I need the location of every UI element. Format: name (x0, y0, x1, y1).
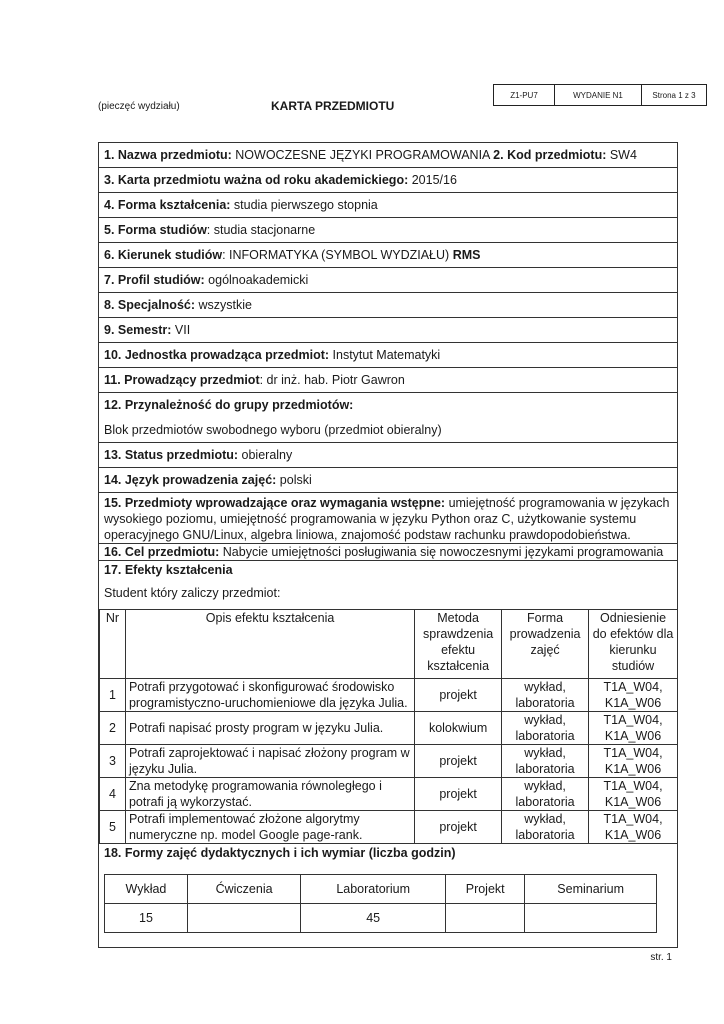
learning-outcomes-intro: Student który zaliczy przedmiot: (104, 586, 281, 600)
specialty-row: 8. Specjalność: wszystkie (99, 293, 677, 318)
hours-exercises (187, 904, 300, 933)
hours-header-row (105, 875, 657, 904)
learning-outcomes-heading: 17. Efekty kształcenia (104, 563, 233, 577)
hours-header-lecture: Wykład (105, 875, 188, 904)
header-reference: Odniesienie do efektów dla kierunku studiów (589, 610, 678, 679)
hours-header-project: Projekt (446, 875, 525, 904)
table-row: 2 Potrafi napisać prosty program w języku Julia. kolokwium wykład, laboratoria T1A_W04, K1A_W06 (100, 712, 678, 745)
page-title: KARTA PRZEDMIOTU (271, 99, 395, 113)
hours-header-laboratory: Laboratorium (301, 875, 446, 904)
course-name-row: 1. Nazwa przedmiotu: NOWOCZESNE JĘZYKI PROGRAMOWANIA 2. Kod przedmiotu: SW4 (99, 143, 677, 168)
education-form-row: 4. Forma kształcenia: studia pierwszego stopnia (99, 193, 677, 218)
faculty-stamp-label: (pieczęć wydziału) (98, 101, 180, 112)
course-card (98, 142, 678, 948)
form-code: Z1-PU7 (494, 85, 555, 106)
table-row: 3 Potrafi zaprojektować i napisać złożony program w języku Julia. projekt wykład, laboratoria T1A_W04, K1A_W06 (100, 745, 678, 778)
table-row: 1 Potrafi przygotować i skonfigurować środowisko programistyczno-uruchomieniowe dla języka Julia. projekt wykład, laboratoria T1A_W04, K1A_W06 (100, 679, 678, 712)
profile-row: 7. Profil studiów: ogólnoakademicki (99, 268, 677, 293)
learning-outcomes-table (99, 609, 678, 844)
document-code-table (493, 84, 707, 106)
edition: WYDANIE N1 (555, 85, 642, 106)
hours-values-row (105, 904, 657, 933)
status-row: 13. Status przedmiotu: obieralny (99, 443, 677, 468)
course-goal-row: 16. Cel przedmiotu: Nabycie umiejętności posługiwania się nowoczesnymi językami programowania (99, 544, 677, 561)
header-method: Metoda sprawdzenia efektu kształcenia (415, 610, 502, 679)
field-of-study-row: 6. Kierunek studiów: INFORMATYKA (SYMBOL WYDZIAŁU) RMS (99, 243, 677, 268)
lecturer-row: 11. Prowadzący przedmiot: dr inż. hab. Piotr Gawron (99, 368, 677, 393)
semester-row: 9. Semestr: VII (99, 318, 677, 343)
hours-header-seminar: Seminarium (525, 875, 657, 904)
header-description: Opis efektu kształcenia (125, 610, 414, 679)
class-hours-table (104, 874, 657, 933)
prerequisites-row: 15. Przedmioty wprowadzające oraz wymagania wstępne: umiejętność programowania w językach wysokiego poziomu, umiejętność programowania w języku Python oraz C, użytkowanie systemu operacyjnego GNU/Linux, algebra liniowa, znajomość podstaw rachunku prawdopodobieństwa. (99, 493, 677, 544)
header-nr: Nr (100, 610, 126, 679)
hours-lecture: 15 (105, 904, 188, 933)
table-row: 5 Potrafi implementować złożone algorytmy numeryczne np. model Google page-rank. projekt wykład, laboratoria T1A_W04, K1A_W06 (100, 811, 678, 844)
study-form-row: 5. Forma studiów: studia stacjonarne (99, 218, 677, 243)
hours-project (446, 904, 525, 933)
hours-seminar (525, 904, 657, 933)
group-row: 12. Przynależność do grupy przedmiotów: Blok przedmiotów swobodnego wyboru (przedmiot obieralny) (99, 393, 677, 443)
header-form: Forma prowadzenia zajęć (502, 610, 589, 679)
page-indicator: Strona 1 z 3 (642, 85, 707, 106)
hours-laboratory: 45 (301, 904, 446, 933)
hours-header-exercises: Ćwiczenia (187, 875, 300, 904)
language-row: 14. Język prowadzenia zajęć: polski (99, 468, 677, 493)
unit-row: 10. Jednostka prowadząca przedmiot: Instytut Matematyki (99, 343, 677, 368)
valid-from-row: 3. Karta przedmiotu ważna od roku akademickiego: 2015/16 (99, 168, 677, 193)
class-forms-heading: 18. Formy zajęć dydaktycznych i ich wymiar (liczba godzin) (104, 846, 456, 860)
page-number: str. 1 (650, 952, 672, 963)
table-row: 4 Zna metodykę programowania równoległego i potrafi ją wykorzystać. projekt wykład, laboratoria T1A_W04, K1A_W06 (100, 778, 678, 811)
table-header-row (100, 610, 678, 679)
